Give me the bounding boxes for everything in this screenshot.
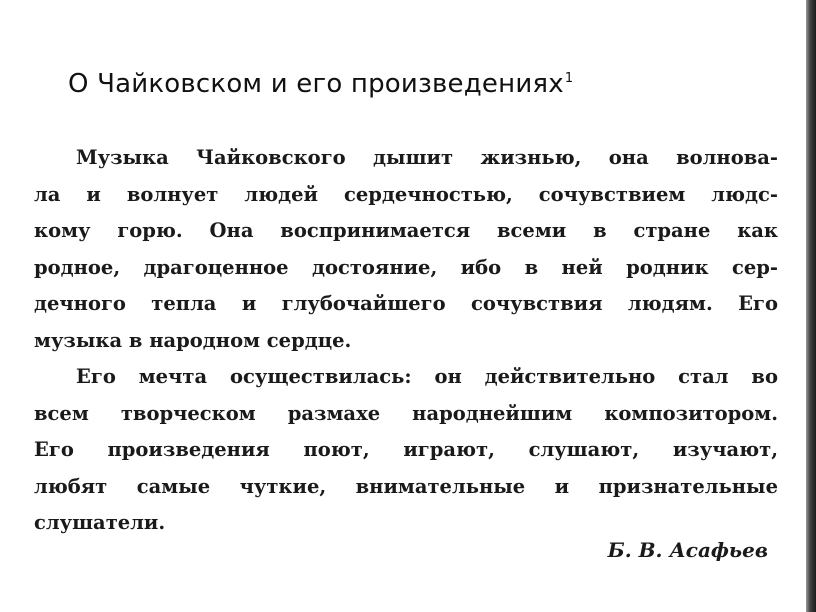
text-line: дечного тепла и глубочайшего сочувствия людям. Его [34,292,778,315]
paragraph [34,140,778,359]
text-line: кому горю. Она воспринимается всеми в стране как [34,219,778,242]
page-title [68,69,573,99]
text-line: Его мечта осуществилась: он действительно стал во [76,365,778,388]
title-text: О Чайковском и его произведениях [68,69,564,100]
text-line: Его произведения поют, играют, слушают, изучают, [34,438,778,461]
text-line: ла и волнует людей сердечностью, сочувствием людс- [34,182,778,206]
text-line: любят самые чуткие, внимательные и признательные [34,474,778,498]
text-line: родное, драгоценное достояние, ибо в ней родник сер- [34,255,778,279]
paragraph [34,359,778,542]
author-signature: Б. В. Асафьев [607,538,768,562]
page-edge-shadow [806,0,816,612]
text-line: музыка в народном сердце. [34,328,352,352]
footnote-marker: 1 [564,71,574,87]
article-body [34,140,778,542]
text-line: Музыка Чайковского дышит жизнью, она волнова- [76,146,778,169]
text-line: всем творческом размахе народнейшим композитором. [34,401,778,425]
text-line: слушатели. [34,511,166,534]
